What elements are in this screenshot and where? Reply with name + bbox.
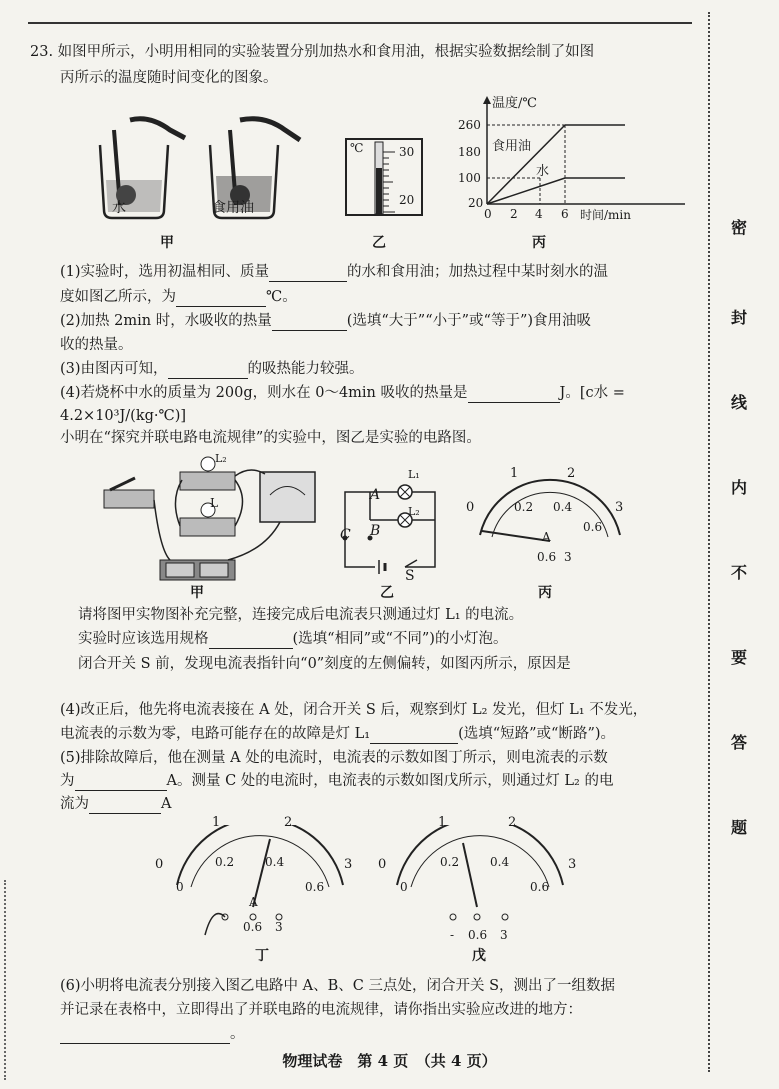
seal-char: 题	[730, 818, 747, 837]
physical-circuit-figure	[100, 450, 330, 590]
wu-scale-0.2: 0.2	[440, 855, 460, 869]
answer-blank[interactable]	[89, 798, 161, 814]
circuit-diagram	[335, 470, 445, 585]
scale-0.6: 0.6	[583, 520, 603, 534]
series-water-label: 水	[536, 164, 550, 179]
q24-p5-line1: (5)排除故障后，他在测量 A 处的电流时，电流表的示数如图丁所示，则电流表的示数	[60, 750, 608, 766]
label-L2: L₂	[215, 452, 227, 465]
answer-blank[interactable]	[176, 291, 266, 307]
ding-terminal-3: 3	[275, 920, 283, 934]
wu-scale-0-inner: 0	[400, 880, 408, 894]
seal-char: 线	[730, 393, 747, 412]
seal-char: 答	[730, 733, 747, 752]
thermo-unit: ℃	[350, 141, 364, 155]
seal-char: 不	[730, 563, 747, 582]
caption-bing: 丙	[532, 235, 546, 251]
answer-blank[interactable]	[272, 315, 347, 331]
page-footer: 物理试卷 第 4 页 （共 4 页）	[282, 1052, 497, 1070]
wu-scale-0: 0	[378, 857, 387, 872]
thermo-20: 20	[399, 193, 415, 207]
ding-scale-0.6: 0.6	[305, 880, 325, 894]
q23-p1-line1: (1)实验时，选用初温相同、质量 的水和食用油；加热过程中某时刻水的温	[60, 264, 609, 280]
caption-jia: 甲	[160, 235, 174, 251]
binding-dotted-line	[708, 12, 710, 1072]
ding-scale-0-inner: 0	[176, 880, 184, 894]
xtick-0: 0	[484, 207, 492, 221]
wu-scale-2: 2	[508, 815, 517, 830]
wu-scale-1: 1	[438, 815, 447, 830]
point-B: B	[370, 523, 381, 539]
q23-p2-line1: (2)加热 2min 时，水吸收的热量 (选填“大于”“小于”或“等于”)食用油吸	[60, 313, 592, 329]
q23-p2-line2: 收的热量。	[60, 337, 133, 353]
caption-wu: 戊	[472, 948, 486, 964]
q24-p1: 请将图甲实物图补充完整，连接完成后电流表只测通过灯 L₁ 的电流。	[78, 607, 524, 623]
ding-scale-0.2: 0.2	[215, 855, 235, 869]
wu-terminal-0.6: 0.6	[468, 928, 488, 942]
wu-terminal-neg: -	[450, 928, 455, 942]
answer-blank[interactable]	[60, 1028, 230, 1044]
series-oil-label: 食用油	[492, 139, 532, 154]
ding-terminal-0.6: 0.6	[243, 920, 263, 934]
wu-scale-0.4: 0.4	[490, 855, 510, 869]
label-L2-diagram: L₂	[408, 505, 420, 518]
answer-blank[interactable]	[468, 387, 560, 403]
ding-scale-2: 2	[284, 815, 293, 830]
point-C: C	[340, 527, 351, 543]
answer-blank[interactable]	[75, 775, 167, 791]
wu-terminal-3: 3	[500, 928, 508, 942]
graph-ylabel: 温度/℃	[492, 96, 537, 111]
label-L: L	[210, 496, 218, 510]
ding-unit: A	[249, 895, 258, 909]
wu-scale-3: 3	[568, 857, 577, 872]
q24-p6-line3: 。	[60, 1024, 245, 1044]
seal-char: 内	[730, 478, 747, 497]
q24-p5-line2: 为 A。测量 C 处的电流时，电流表的示数如图戊所示，则通过灯 L₂ 的电	[60, 773, 614, 789]
ding-scale-1: 1	[212, 815, 221, 830]
q23-intro-line1: 23. 如图甲所示，小明用相同的实验装置分别加热水和食用油，根据实验数据绘制了如图	[30, 44, 595, 60]
q24-intro: 小明在“探究并联电路电流规律”的实验中，图乙是实验的电路图。	[60, 430, 481, 446]
q24-p6-line1: (6)小明将电流表分别接入图乙电路中 A、B、C 三点处，闭合开关 S，测出了一组数据	[60, 978, 616, 994]
scale-2: 2	[567, 466, 576, 481]
label-L1: L₁	[408, 468, 420, 481]
terminal-3: 3	[564, 550, 572, 564]
answer-blank[interactable]	[269, 266, 347, 282]
xtick-2: 2	[510, 207, 518, 221]
q23-p4-line1: (4)若烧杯中水的质量为 200g，则水在 0～4min 吸收的热量是 J。[c水 =	[60, 385, 625, 401]
ytick-20: 20	[468, 196, 484, 210]
terminal-0.6: 0.6	[537, 550, 557, 564]
ytick-180: 180	[458, 145, 481, 159]
scale-1: 1	[510, 466, 519, 481]
scale-0.4: 0.4	[553, 500, 573, 514]
q24-p6-line2: 并记录在表格中，立即得出了并联电路的电流规律，请你指出实验应改进的地方：	[60, 1002, 582, 1018]
caption-bing-2: 丙	[538, 585, 552, 601]
q23-p1-line2: 度如图乙所示，为 ℃。	[60, 289, 297, 305]
answer-blank[interactable]	[168, 363, 248, 379]
q24-p4-line2: 电流表的示数为零，电路可能存在的故障是灯 L₁ (选填“短路”或“断路”)。	[60, 726, 616, 742]
ytick-100: 100	[458, 171, 481, 185]
q24-p4-line1: (4)改正后，他先将电流表接在 A 处，闭合开关 S 后，观察到灯 L₂ 发光，但灯 L₁ 不发光，	[60, 702, 648, 718]
ding-scale-0.4: 0.4	[265, 855, 285, 869]
ytick-260: 260	[458, 118, 481, 132]
q23-p3: (3)由图丙可知， 的吸热能力较强。	[60, 361, 364, 377]
label-water: 水	[112, 200, 126, 216]
seal-char: 密	[730, 218, 747, 237]
caption-jia-2: 甲	[190, 585, 204, 601]
thermo-30: 30	[399, 145, 415, 159]
scale-0.2: 0.2	[514, 500, 534, 514]
q23-intro-line2: 丙所示的温度随时间变化的图象。	[60, 70, 278, 86]
scale-0: 0	[466, 500, 475, 515]
ding-scale-0: 0	[155, 857, 164, 872]
ding-scale-3: 3	[344, 857, 353, 872]
answer-blank[interactable]	[209, 633, 293, 649]
q24-p3: 闭合开关 S 前，发现电流表指针向“0”刻度的左侧偏转，如图丙所示，原因是	[78, 656, 571, 672]
unit-A: A	[542, 530, 551, 544]
q24-p5-line3: 流为 A	[60, 796, 172, 812]
seal-char: 封	[730, 308, 747, 327]
label-oil: 食用油	[212, 200, 254, 216]
caption-ding: 丁	[255, 948, 269, 964]
xtick-4: 4	[535, 207, 543, 221]
answer-blank[interactable]	[370, 728, 458, 744]
point-A: A	[370, 487, 381, 503]
caption-yi-2: 乙	[380, 585, 394, 601]
xtick-6: 6	[561, 207, 569, 221]
scale-3: 3	[615, 500, 624, 515]
graph-xlabel: 时间/min	[580, 208, 631, 222]
top-rule	[28, 22, 692, 24]
caption-yi: 乙	[372, 235, 386, 251]
wu-scale-0.6: 0.6	[530, 880, 550, 894]
seal-char: 要	[730, 648, 747, 667]
q23-p4-line2: 4.2×10³J/(kg·℃)]	[60, 408, 187, 424]
q24-p2: 实验时应该选用规格 (选填“相同”或“不同”)的小灯泡。	[78, 631, 508, 647]
switch-S: S	[405, 568, 415, 584]
water-line	[487, 178, 565, 204]
